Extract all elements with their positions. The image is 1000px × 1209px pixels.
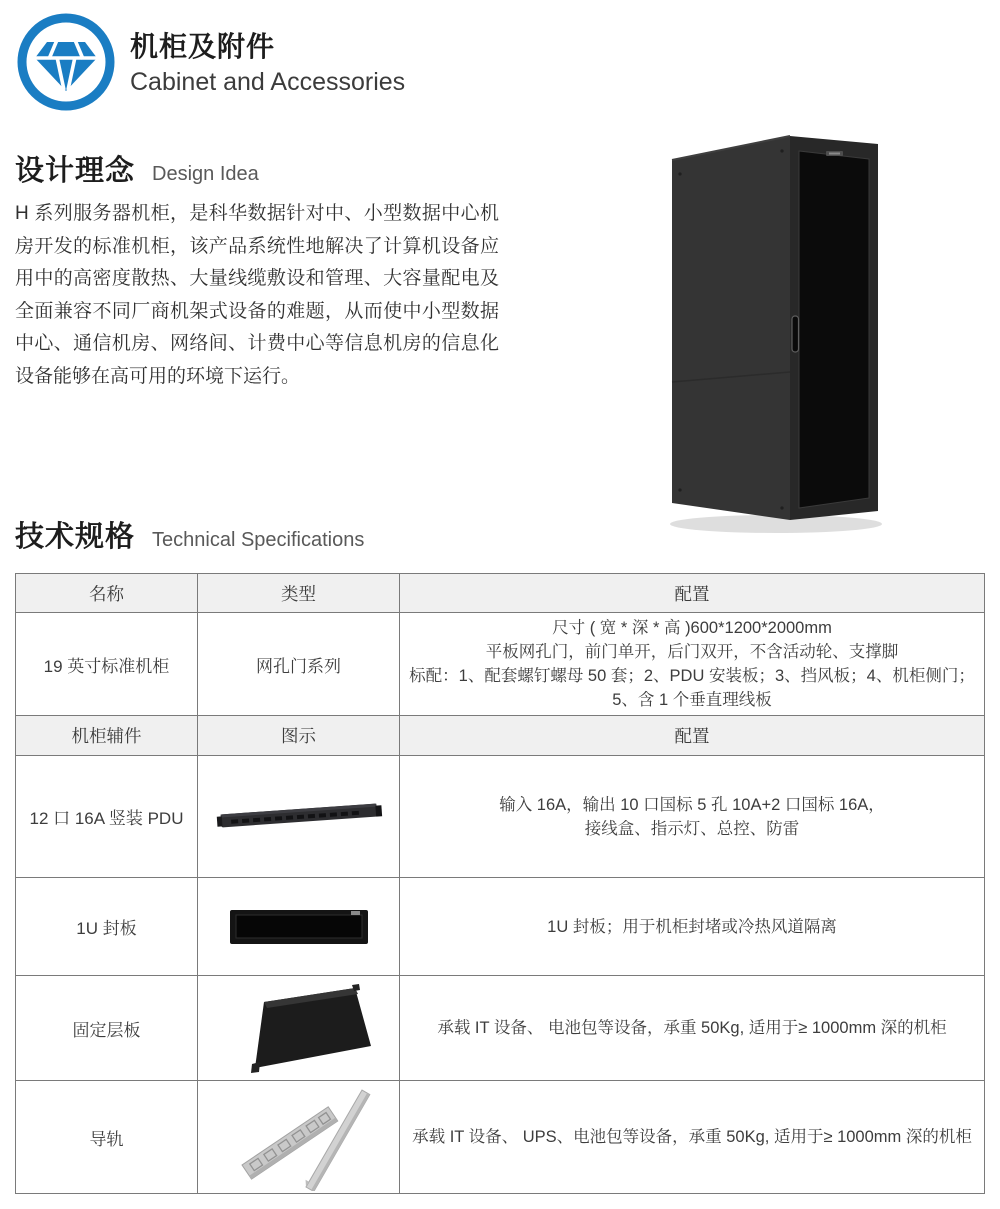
cabinet-image: [650, 120, 890, 540]
rails-name: 导轨: [16, 1081, 198, 1194]
design-idea-title-en: Design Idea: [152, 163, 259, 185]
cabinet-config-line: 平板网孔门，前门单开，后门双开，不含活动轮、支撑脚: [485, 643, 899, 661]
table-header-row-2: [16, 716, 985, 756]
tech-specs-heading: [15, 514, 364, 555]
col-header-illustration: 图示: [198, 716, 400, 756]
pdu-image: [198, 756, 400, 878]
blank-panel-name: 1U 封板: [16, 878, 198, 976]
shelf-config-line: 承载 IT 设备、 电池包等设备，承重 50Kg, 适用于≥ 1000mm 深的机柜: [437, 1019, 947, 1037]
cabinet-config-line: 尺寸 ( 宽 * 深 * 高 )600*1200*2000mm: [552, 619, 832, 637]
tech-specs-title-en: Technical Specifications: [152, 529, 365, 551]
rails-config: [400, 1081, 985, 1194]
table-row-shelf: [16, 976, 985, 1081]
col-header-config2: 配置: [400, 716, 985, 756]
table-row-pdu: [16, 756, 985, 878]
tech-specs-title-zh: 技术规格: [15, 521, 136, 553]
pdu-config-line: 接线盒、指示灯、总控、防雷: [584, 819, 800, 838]
cabinet-config: [400, 613, 985, 716]
col-header-type: 类型: [198, 574, 400, 613]
design-idea-heading: [15, 148, 259, 189]
col-header-config: 配置: [400, 574, 985, 613]
page-title-en: Cabinet and Accessories: [130, 68, 406, 96]
cabinet-type: 网孔门系列: [198, 613, 400, 716]
pdu-name: 12 口 16A 竖装 PDU: [16, 756, 198, 878]
design-idea-paragraph: H 系列服务器机柜，是科华数据针对中、小型数据中心机房开发的标准机柜，该产品系统性地解决了计算机设备应用中的高密度散热、大量线缆敷设和管理、大容量配电及全面兼容不同厂商机架式设备的难题，从而使中小型数据中心、通信机房、网络间、计费中心等信息机房的信息化设备能够在高可用的环境下运行。: [15, 203, 499, 387]
table-row-blank-panel: [16, 878, 985, 976]
cabinet-config-line: 标配：1、配套螺钉螺母 50 套；2、PDU 安装板；3、挡风板；4、机柜侧门；: [409, 667, 975, 685]
cabinet-name: 19 英寸标准机柜: [16, 613, 198, 716]
rails-config-line: 承载 IT 设备、 UPS、电池包等设备，承重 50Kg, 适用于≥ 1000mm 深的机柜: [412, 1128, 972, 1146]
blank-panel-config: [400, 878, 985, 976]
cabinet-config-line: 5、含 1 个垂直理线板: [612, 691, 772, 709]
col-header-name: 名称: [16, 574, 198, 613]
shelf-name: 固定层板: [16, 976, 198, 1081]
rails-image: [198, 1081, 400, 1194]
shelf-config: [400, 976, 985, 1081]
page-title: [130, 30, 405, 98]
table-row-cabinet: [16, 613, 985, 716]
spec-table: [15, 573, 985, 1194]
page-title-zh: 机柜及附件: [130, 31, 276, 62]
table-row-rails: [16, 1081, 985, 1194]
blank-panel-config-line: 1U 封板；用于机柜封堵或冷热风道隔离: [547, 917, 837, 936]
pdu-config: [400, 756, 985, 878]
diamond-icon: [16, 12, 116, 112]
blank-panel-image: [198, 878, 400, 976]
pdu-config-line: 输入 16A，输出 10 口国标 5 孔 10A+2 口国标 16A，: [499, 795, 885, 814]
col-header-accessory: 机柜辅件: [16, 716, 198, 756]
shelf-image: [198, 976, 400, 1081]
table-header-row-1: [16, 574, 985, 613]
design-idea-title-zh: 设计理念: [15, 155, 136, 187]
